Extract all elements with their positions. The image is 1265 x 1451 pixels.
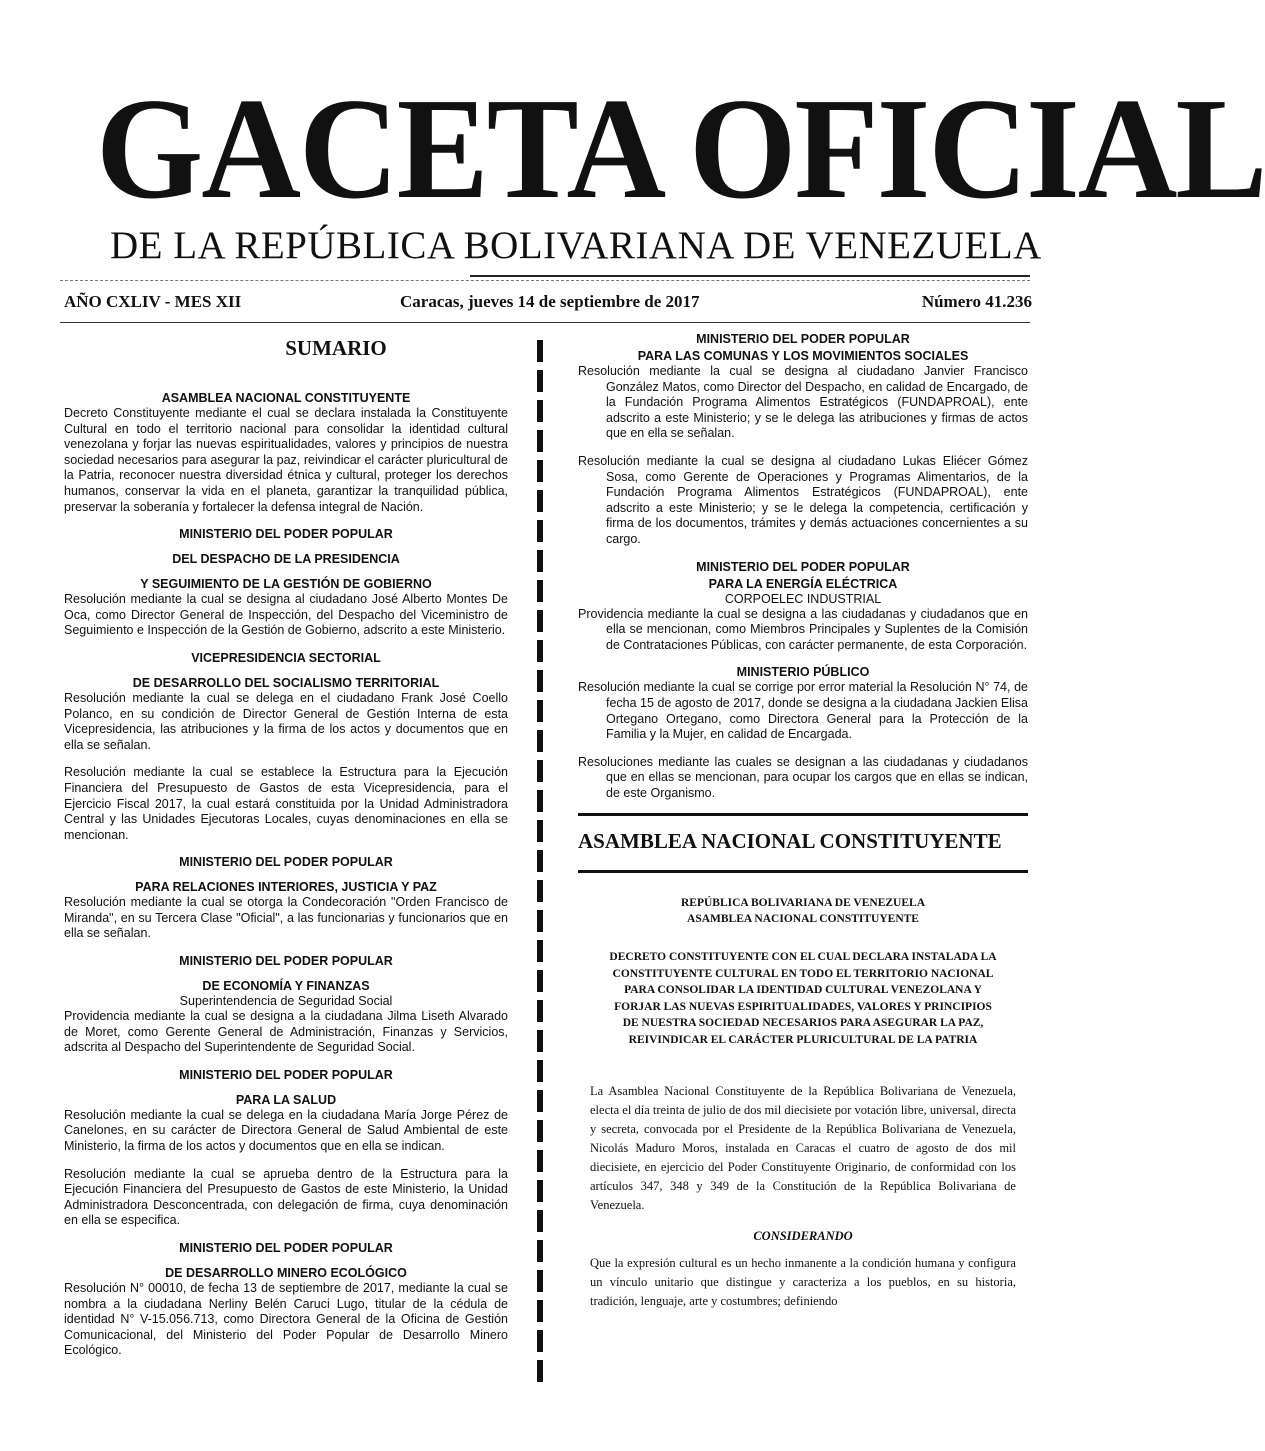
issue-number: Número 41.236 bbox=[921, 292, 1032, 311]
sumario-entry: Providencia mediante la cual se designa a la ciudadana Jilma Liseth Alvarado de Moret, como Gerente General de Administración, Finanzas y Servicios, adscrita al Despacho del Superintendente de Seguridad Social. bbox=[64, 1009, 508, 1055]
section-subtitle: CORPOELEC INDUSTRIAL bbox=[724, 591, 882, 606]
section-subtitle: Superintendencia de Seguridad Social bbox=[179, 994, 393, 1009]
dateline bbox=[64, 292, 1032, 318]
section-title: DEL DESPACHO DE LA PRESIDENCIA bbox=[172, 552, 400, 567]
section-title: PARA LAS COMUNAS Y LOS MOVIMIENTOS SOCIALES bbox=[637, 349, 969, 363]
section-title: MINISTERIO DEL PODER POPULAR bbox=[696, 332, 910, 346]
masthead-title: GACETA OFICIAL bbox=[96, 67, 1265, 229]
sumario-entry: Resolución mediante la cual se otorga la Condecoración "Orden Francisco de Miranda", en su Tercera Clase "Oficial", a las funcionarias y funcionarios que en ella se señalan. bbox=[64, 895, 508, 941]
masthead-subtitle: DE LA REPÚBLICA BOLIVARIANA DE VENEZUELA bbox=[110, 224, 1042, 267]
section-title: MINISTERIO DEL PODER POPULAR bbox=[179, 1241, 393, 1255]
sumario-entry: Resolución mediante la cual se designa al ciudadano José Alberto Montes De Oca, como Director General de Inspección, del Despacho del Viceministro de Seguimiento e Inspección de la Gestión de Gobierno, adscrito a este Ministerio. bbox=[64, 592, 508, 638]
dateline-rule bbox=[60, 322, 1030, 323]
sumario-entry: Resolución mediante la cual se designa al ciudadano Lukas Eliécer Gómez Sosa, como Gerente de Operaciones y Programas Alimentarios, de la Fundación Programa Alimentos Estratégicos (FUNDAPROAL), ente adscrito a este Ministerio; y se le delega la competencia, certificación y firma de los documentos, trámites y demás actuaciones concernientes a su cargo. bbox=[578, 453, 1028, 546]
sumario-heading: SUMARIO bbox=[285, 336, 387, 360]
section-title: MINISTERIO DEL PODER POPULAR bbox=[696, 559, 910, 574]
issue-date: Caracas, jueves 14 de septiembre de 2017 bbox=[400, 292, 700, 311]
sumario-entry: Resolución mediante la cual se designa al ciudadano Janvier Francisco González Matos, como Director del Despacho, en calidad de Encargado, de la Fundación Programa Alimentos Estratégicos (FUNDAPROAL), ente adscrito a este Ministerio; y se le delega las atribuciones y firmas de actos que en ella se señalan. bbox=[578, 364, 1028, 441]
section-title: MINISTERIO PÚBLICO bbox=[736, 665, 870, 680]
section-title: Y SEGUIMIENTO DE LA GESTIÓN DE GOBIERNO bbox=[140, 577, 432, 592]
section-rule-bottom bbox=[578, 870, 1028, 873]
section-title: DE DESARROLLO MINERO ECOLÓGICO bbox=[165, 1266, 407, 1280]
section-title: ASAMBLEA NACIONAL CONSTITUYENTE bbox=[161, 391, 411, 405]
section-title: DE DESARROLLO DEL SOCIALISMO TERRITORIAL bbox=[132, 675, 440, 690]
decree-section-heading: ASAMBLEA NACIONAL CONSTITUYENTE bbox=[578, 829, 1002, 854]
section-title: MINISTERIO DEL PODER POPULAR bbox=[179, 954, 393, 969]
masthead-rule bbox=[470, 275, 1030, 277]
sumario-left-column bbox=[64, 330, 508, 1371]
decree-header-line: REPÚBLICA BOLIVARIANA DE VENEZUELA bbox=[680, 897, 925, 910]
sumario-entry: Decreto Constituyente mediante el cual se declara instalada la Constituyente Cultural en todo el territorio nacional para consolidar la identidad cultural venezolana y forjar las nuevas espiritualidades, valores y principios de nuestra sociedad necesarios para asegurar la paz, reivindicar el carácter pluricultural de la Patria, reconocer nuestra diversidad étnica y cultural, proteger los derechos humanos, conservar la vida en el planeta, garantizar la tranquilidad pública, preservar la soberanía y fortalecer la defensa integral de Nación. bbox=[64, 406, 508, 514]
masthead-dashed-rule bbox=[60, 280, 1030, 281]
sumario-entry: Resolución mediante la cual se delega en la ciudadana María Jorge Pérez de Canelones, en su carácter de Directora General de Salud Ambiental de este Ministerio, la firma de los actos y documentos que en ella se indican. bbox=[64, 1107, 508, 1154]
sumario-entry: Resolución N° 00010, de fecha 13 de septiembre de 2017, mediante la cual se nombra a la ciudadana Nerliny Belén Caruci Lugo, titular de la cédula de identidad N° V-15.056.713, como Directora General de la Oficina de Gestión Comunicacional, del Ministerio del Poder Popular de Desarrollo Minero Ecológico. bbox=[64, 1281, 508, 1358]
year-month: AÑO CXLIV - MES XII bbox=[64, 292, 242, 311]
sumario-entry: Resolución mediante la cual se aprueba dentro de la Estructura para la Ejecución Financiera del Presupuesto de Gastos de este Ministerio, la Unidad Administradora Desconcentrada, con delegación de firma, cuya denominación en ella se especifica. bbox=[64, 1166, 508, 1228]
decree-header bbox=[578, 895, 1028, 927]
decree-title: DECRETO CONSTITUYENTE CON EL CUAL DECLARA INSTALADA LA CONSTITUYENTE CULTURAL EN TODO EL TERRITORIO NACIONAL PARA CONSOLIDAR LA IDENTIDAD CULTURAL VENEZOLANA Y FORJAR LAS NUEVAS ESPIRITUALIDADES, VALORES Y PRINCIPIOS DE NUESTRA SOCIEDAD NECESARIOS PARA ASEGURAR LA PAZ, REIVINDICAR EL CARÁCTER PLURICULTURAL DE LA PATRIA bbox=[609, 951, 997, 1046]
sumario-entry: Resolución mediante la cual se establece la Estructura para la Ejecución Financiera del Presupuesto de Gastos de esta Vicepresidencia, para el Ejercicio Fiscal 2017, la cual estará constituida por la Unidad Administradora Central y las Unidades Ejecutoras Locales, cuyas denominaciones en ella se mencionan. bbox=[64, 765, 508, 842]
section-title: MINISTERIO DEL PODER POPULAR bbox=[179, 527, 393, 542]
decree-preamble: La Asamblea Nacional Constituyente de la República Bolivariana de Venezuela, electa el día treinta de julio de dos mil diecisiete por votación libre, universal, directa y secreta, convocada por el Presidente de la República Bolivariana de Venezuela, Nicolás Maduro Moros, instalada en Caracas el cuatro de agosto de dos mil diecisiete, en ejercicio del Poder Constituyente Originario, de conformidad con los artículos 347, 348 y 349 de la Constitución de la República Bolivariana de Venezuela. bbox=[590, 1084, 1016, 1213]
column-divider bbox=[537, 340, 543, 1390]
sumario-entry: Resolución mediante la cual se corrige por error material la Resolución N° 74, de fecha 15 de agosto de 2017, donde se designa a la ciudadana Jackien Elisa Ortegano Ortegano, como Directora General para la Protección de la Familia y la Mujer, en calidad de Encargada. bbox=[578, 680, 1028, 742]
section-title: PARA RELACIONES INTERIORES, JUSTICIA Y PAZ bbox=[135, 880, 437, 895]
sumario-entry: Resolución mediante la cual se delega en el ciudadano Frank José Coello Polanco, en su condición de Director General de Gestión Interna de esta Vicepresidencia, las atribuciones y la firma de los actos y documentos que en ella se señalan. bbox=[64, 690, 508, 752]
decree-header-line: ASAMBLEA NACIONAL CONSTITUYENTE bbox=[687, 913, 919, 926]
considerando-label: CONSIDERANDO bbox=[753, 1229, 853, 1244]
sumario-right-column bbox=[578, 330, 1028, 1311]
sumario-entry: Providencia mediante la cual se designa a las ciudadanas y ciudadanos que en ella se mencionan, como Miembros Principales y Suplentes de la Comisión de Contrataciones Públicas, con carácter permanente, de esta Corporación. bbox=[578, 606, 1028, 652]
section-title: PARA LA SALUD bbox=[235, 1092, 337, 1107]
considerando-text: Que la expresión cultural es un hecho inmanente a la condición humana y configura un vínculo unitario que distingue y caracteriza a los pueblos, en su historia, tradición, lenguaje, arte y costumbres; definiendo bbox=[590, 1256, 1016, 1309]
section-title: DE ECONOMÍA Y FINANZAS bbox=[202, 979, 370, 994]
section-title: VICEPRESIDENCIA SECTORIAL bbox=[191, 650, 381, 665]
sumario-entry: Resoluciones mediante las cuales se designan a las ciudadanas y ciudadanos que en ellas se mencionan, para ocupar los cargos que en ellas se indican, de este Organismo. bbox=[578, 754, 1028, 800]
section-title: MINISTERIO DEL PODER POPULAR bbox=[179, 855, 393, 870]
section-title: MINISTERIO DEL PODER POPULAR bbox=[179, 1067, 393, 1082]
section-title: PARA LA ENERGÍA ELÉCTRICA bbox=[708, 576, 898, 591]
